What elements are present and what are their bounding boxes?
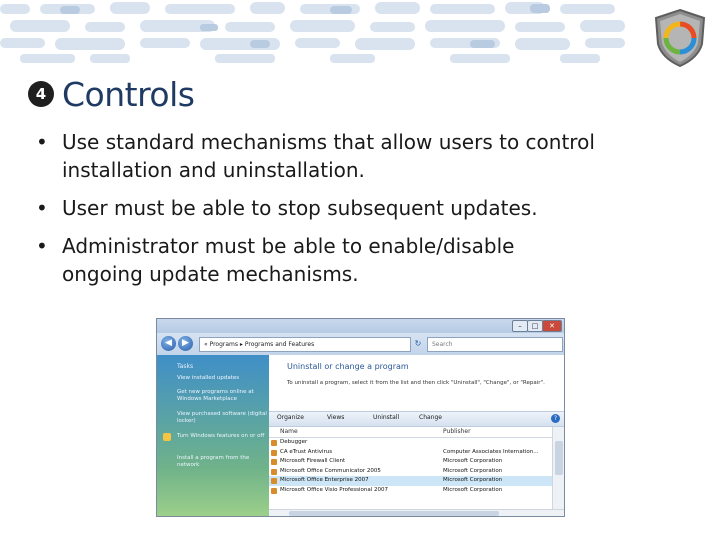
table-row[interactable] bbox=[269, 457, 552, 467]
bullet-text: Administrator must be able to enable/disable ongoing update mechanisms. bbox=[62, 234, 515, 286]
uac-shield-icon bbox=[163, 433, 171, 441]
column-header-row bbox=[269, 427, 552, 438]
bullet-item bbox=[36, 128, 596, 184]
program-publisher: Microsoft Corporation bbox=[443, 477, 503, 483]
program-icon bbox=[271, 450, 277, 456]
sidebar-link-install-from-network[interactable]: Install a program from the network bbox=[177, 455, 250, 468]
program-name: Microsoft Office Visio Professional 2007 bbox=[280, 486, 389, 493]
program-list bbox=[269, 438, 552, 495]
security-shield-logo bbox=[652, 8, 708, 68]
uninstall-button[interactable]: Uninstall bbox=[373, 414, 400, 421]
header-decoration bbox=[0, 0, 720, 80]
views-button[interactable]: Views bbox=[327, 414, 345, 421]
column-header-publisher[interactable]: Publisher bbox=[443, 428, 471, 435]
bullet-item bbox=[36, 232, 596, 288]
program-icon bbox=[271, 459, 277, 465]
table-row[interactable] bbox=[269, 448, 552, 458]
program-icon bbox=[271, 469, 277, 475]
address-field[interactable]: « Programs ▸ Programs and Features bbox=[199, 337, 411, 352]
maximize-button[interactable]: □ bbox=[527, 320, 543, 332]
program-icon bbox=[271, 488, 277, 494]
slide-number-badge: 4 bbox=[28, 81, 54, 107]
minimize-button[interactable]: – bbox=[512, 320, 528, 332]
bullet-text: Use standard mechanisms that allow users to control installation and uninstallation. bbox=[62, 130, 595, 182]
forward-button[interactable]: ▶ bbox=[178, 336, 193, 351]
search-input[interactable]: Search bbox=[427, 337, 563, 352]
scrollbar-thumb[interactable] bbox=[555, 441, 563, 475]
program-name: Microsoft Office Enterprise 2007 bbox=[280, 477, 369, 483]
program-publisher: Microsoft Corporation bbox=[443, 486, 503, 493]
program-publisher: Microsoft Corporation bbox=[443, 467, 503, 474]
back-button[interactable]: ◀ bbox=[161, 336, 176, 351]
slide-title: Controls bbox=[62, 74, 195, 114]
window-caption-bar bbox=[157, 319, 564, 333]
column-header-name[interactable]: Name bbox=[280, 428, 298, 435]
organize-button[interactable]: Organize bbox=[277, 414, 304, 421]
command-bar bbox=[269, 411, 564, 427]
scrollbar-thumb[interactable] bbox=[289, 511, 499, 516]
table-row[interactable] bbox=[269, 486, 552, 496]
sidebar-link-windows-features[interactable]: Turn Windows features on or off bbox=[177, 433, 265, 439]
program-name: CA eTrust Antivirus bbox=[280, 448, 333, 455]
program-name: Microsoft Firewall Client bbox=[280, 458, 346, 464]
tasks-sidebar bbox=[157, 355, 269, 516]
sidebar-link-windows-marketplace[interactable]: Get new programs online at Windows Marketplace bbox=[177, 389, 254, 402]
sidebar-link-view-installed-updates[interactable]: View installed updates bbox=[177, 375, 240, 381]
table-row-selected[interactable] bbox=[269, 476, 552, 486]
programs-and-features-window bbox=[156, 318, 565, 517]
bullet-item bbox=[36, 194, 596, 222]
sidebar-heading: Tasks bbox=[177, 363, 194, 370]
bullet-dot-icon: • bbox=[36, 196, 48, 220]
program-icon bbox=[271, 440, 277, 446]
bullet-text: User must be able to stop subsequent updates. bbox=[62, 196, 538, 220]
bullet-dot-icon: • bbox=[36, 130, 48, 154]
main-pane bbox=[269, 355, 564, 516]
program-publisher: Microsoft Corporation bbox=[443, 458, 503, 464]
address-bar-row bbox=[157, 333, 564, 355]
program-name: Microsoft Office Communicator 2005 bbox=[280, 467, 381, 474]
table-row[interactable] bbox=[269, 467, 552, 477]
refresh-button[interactable]: ↻ bbox=[414, 339, 422, 348]
bullet-dot-icon: • bbox=[36, 234, 48, 258]
bullet-list bbox=[36, 128, 596, 298]
program-publisher: Computer Associates Internation... bbox=[443, 448, 539, 455]
horizontal-scrollbar[interactable] bbox=[269, 509, 564, 517]
program-name: Debugger bbox=[280, 439, 308, 445]
program-icon bbox=[271, 478, 277, 484]
vertical-scrollbar[interactable] bbox=[552, 427, 565, 509]
table-row[interactable] bbox=[269, 438, 552, 448]
sidebar-link-digital-locker[interactable]: View purchased software (digital locker) bbox=[177, 411, 267, 424]
close-button[interactable]: ✕ bbox=[542, 320, 562, 332]
change-button[interactable]: Change bbox=[419, 414, 442, 421]
help-icon[interactable]: ? bbox=[551, 414, 560, 423]
slide-title-row bbox=[28, 72, 194, 116]
main-heading: Uninstall or change a program bbox=[287, 362, 409, 371]
main-description: To uninstall a program, select it from the list and then click "Uninstall", "Change", or "Repair". bbox=[287, 380, 545, 386]
